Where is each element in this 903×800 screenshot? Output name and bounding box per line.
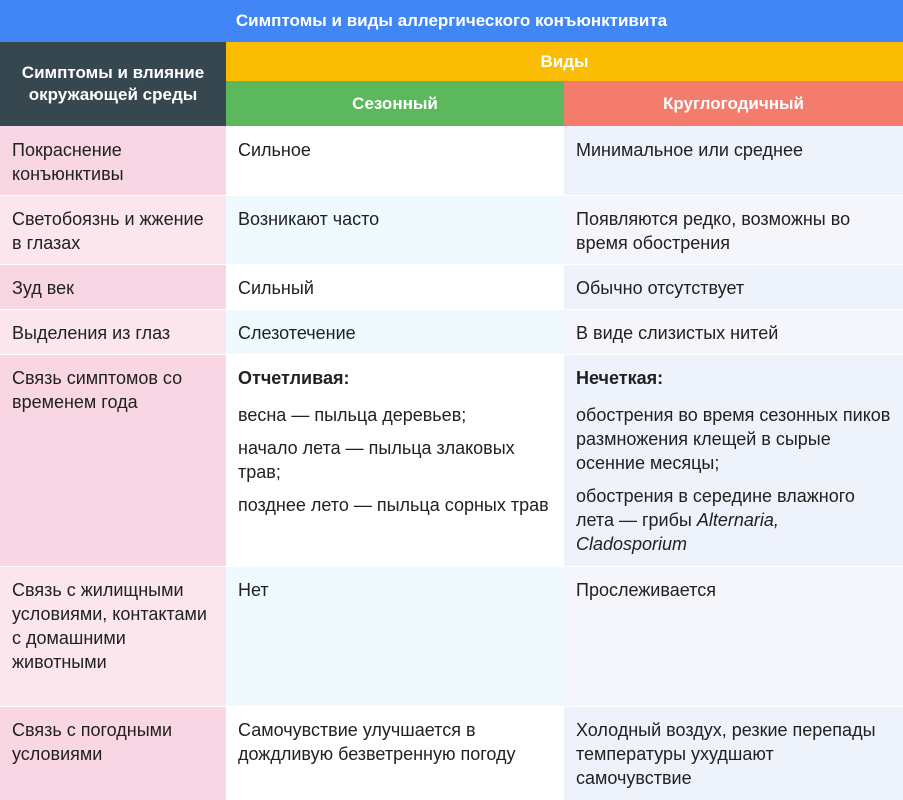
seasonal-text: Самочувствие улучшается в дождливую безветренную погоду	[238, 720, 516, 764]
symptom-text: Выделения из глаз	[12, 323, 171, 343]
symptoms-column-header	[0, 42, 226, 126]
symptom-cell	[0, 566, 226, 706]
symptoms-column-header-label: Симптомы и влияние окружающей среды	[21, 63, 205, 104]
seasonal-cell	[226, 264, 564, 309]
perennial-pattern-item: обострения во время сезонных пиков размножения клещей в сырые осенние месяцы;	[576, 405, 891, 473]
table-row	[0, 566, 903, 706]
row-divider	[0, 354, 903, 355]
symptom-cell	[0, 264, 226, 309]
perennial-column-header: Круглогодичный	[564, 81, 903, 126]
row-divider	[0, 309, 903, 310]
symptom-cell	[0, 706, 226, 800]
perennial-pattern-heading: Нечеткая:	[576, 368, 664, 388]
symptom-cell	[0, 126, 226, 195]
table-row	[0, 264, 903, 309]
perennial-cell	[564, 566, 903, 706]
symptom-text: Покраснение конъюнктивы	[12, 140, 124, 184]
perennial-text: В виде слизистых нитей	[576, 323, 779, 343]
perennial-text: Прослеживается	[576, 580, 716, 600]
symptom-cell	[0, 309, 226, 354]
symptom-text: Связь с погодными условиями	[12, 720, 173, 764]
seasonal-cell	[226, 195, 564, 264]
table-row	[0, 309, 903, 354]
row-divider	[0, 264, 903, 265]
perennial-cell	[564, 264, 903, 309]
perennial-cell	[564, 309, 903, 354]
perennial-text: Обычно отсутствует	[576, 278, 745, 298]
seasonal-pattern-item: позднее лето — пыльца сорных трав	[238, 495, 549, 515]
perennial-text: Холодный воздух, резкие перепады температуры ухудшают самочувствие	[576, 720, 876, 788]
symptom-text: Связь с жилищными условиями, контактами с домашними животными	[12, 580, 207, 672]
seasonal-cell	[226, 354, 564, 566]
types-column-header: Виды	[226, 42, 903, 81]
seasonal-text: Слезотечение	[238, 323, 356, 343]
seasonal-column-header: Сезонный	[226, 81, 564, 126]
perennial-text: Минимальное или среднее	[576, 140, 803, 160]
row-divider	[0, 706, 903, 707]
seasonal-cell	[226, 566, 564, 706]
table-row	[0, 195, 903, 264]
perennial-text: Появляются редко, возможны во время обострения	[576, 209, 851, 253]
fungi-species: Alternaria, Cladosporium	[576, 510, 779, 554]
seasonal-cell	[226, 309, 564, 354]
symptom-text: Зуд век	[12, 278, 75, 298]
seasonal-cell	[226, 126, 564, 195]
row-divider	[0, 195, 903, 196]
symptom-cell	[0, 354, 226, 566]
perennial-pattern-item	[576, 484, 891, 556]
perennial-cell	[564, 126, 903, 195]
perennial-cell	[564, 195, 903, 264]
perennial-cell	[564, 706, 903, 800]
symptom-cell	[0, 195, 226, 264]
row-divider	[0, 566, 903, 567]
table-row	[0, 706, 903, 800]
symptom-text: Светобоязнь и жжение в глазах	[12, 209, 204, 253]
seasonal-text: Сильное	[238, 140, 311, 160]
perennial-pattern-item-text: обострения в середине влажного лета — грибы	[576, 486, 855, 530]
seasonal-text: Нет	[238, 580, 269, 600]
perennial-cell	[564, 354, 903, 566]
seasonal-text: Сильный	[238, 278, 314, 298]
symptom-text: Связь симптомов со временем года	[12, 368, 183, 412]
seasonal-pattern-item: начало лета — пыльца злаковых трав;	[238, 438, 515, 482]
table-row	[0, 354, 903, 566]
table-row	[0, 126, 903, 195]
seasonal-text: Возникают часто	[238, 209, 380, 229]
seasonal-pattern-item: весна — пыльца деревьев;	[238, 405, 467, 425]
seasonal-cell	[226, 706, 564, 800]
seasonal-pattern-heading: Отчетливая:	[238, 368, 350, 388]
table-title: Симптомы и виды аллергического конъюнктивита	[0, 0, 903, 42]
